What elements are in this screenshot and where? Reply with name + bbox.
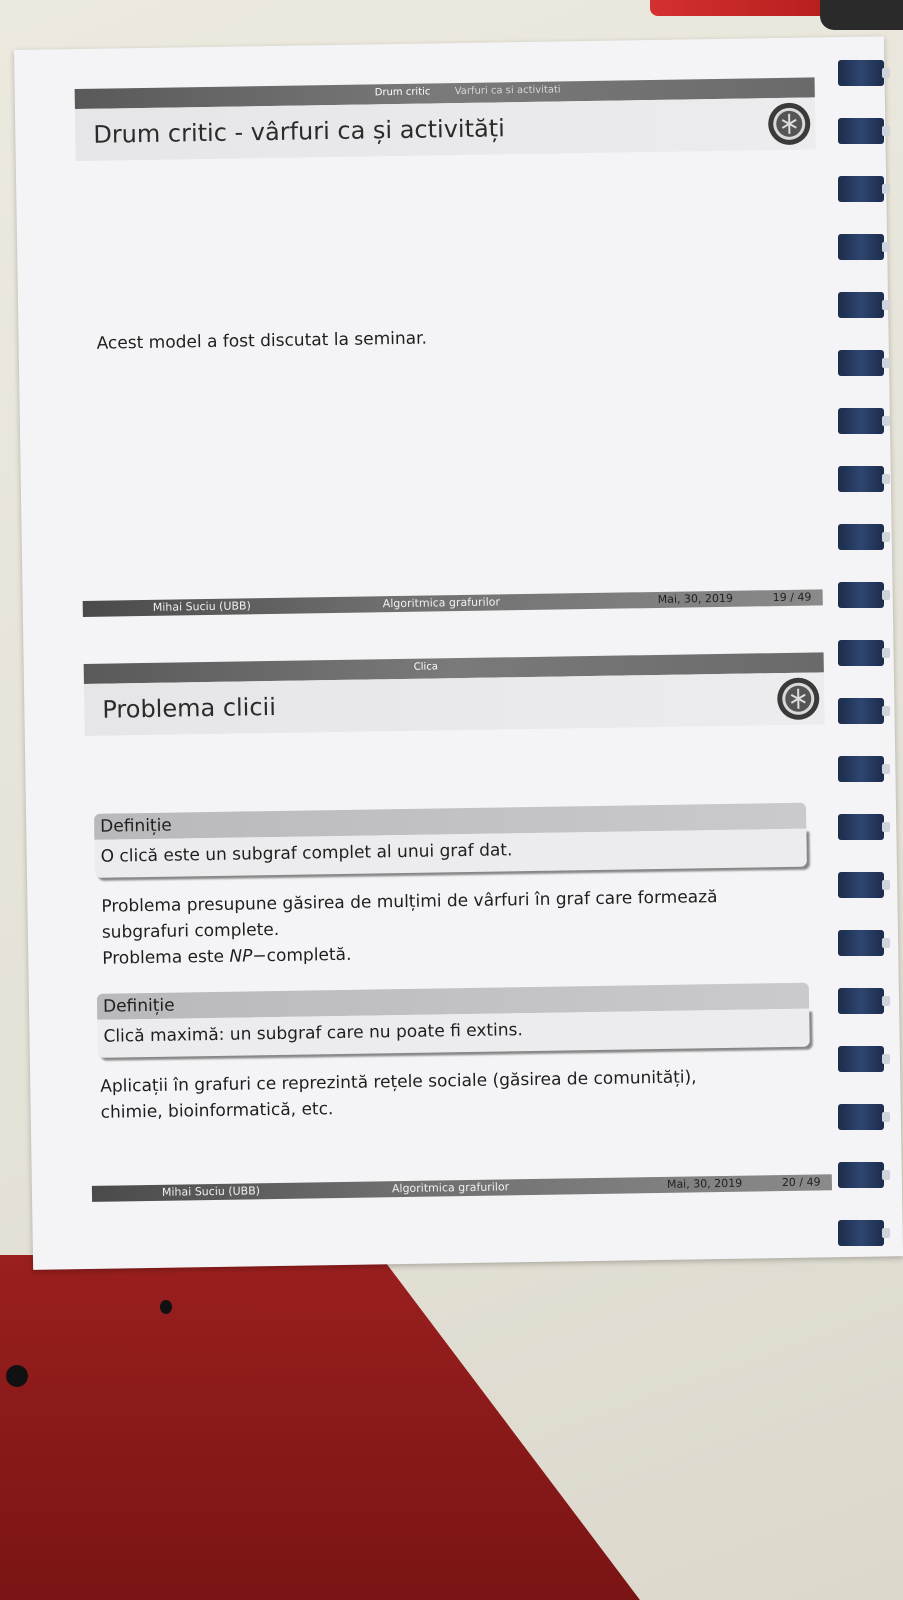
university-seal-logo (776, 676, 821, 721)
binding-ring (838, 698, 884, 724)
paragraph-line: Problema presupune găsirea de mulțimi de vârfuri în graf care formează (101, 887, 718, 917)
printed-page (14, 36, 903, 1270)
binding-ring (838, 234, 884, 260)
footer-page-number: 20 / 49 (781, 1175, 821, 1190)
slide-title: Drum critic - vârfuri ca și activități (93, 114, 505, 149)
np-suffix: −completă. (252, 944, 352, 967)
binding-ring (838, 756, 884, 782)
binding-ring (838, 408, 884, 434)
binding-ring (838, 1046, 884, 1072)
paragraph-applications (100, 1064, 697, 1125)
np-prefix: Problema este (102, 946, 230, 969)
binding-ring (838, 524, 884, 550)
footer-date: Mai, 30, 2019 (666, 1176, 743, 1191)
definition-text: O clică este un subgraf complet al unui graf dat. (94, 829, 807, 878)
footer-author: Mihai Suciu (UBB) (161, 1184, 261, 1199)
nav-section-varfuri: Varfuri ca si activitati (454, 84, 561, 98)
binding-ring (838, 118, 884, 144)
definition-block-clica (94, 803, 807, 878)
slide-title: Problema clicii (102, 692, 277, 724)
slide-19 (75, 77, 823, 617)
binding-ring (838, 1162, 884, 1188)
footer-author: Mihai Suciu (UBB) (152, 599, 251, 614)
definition-heading: Definiție (97, 983, 809, 1020)
footer-page-number: 19 / 49 (772, 590, 812, 605)
paragraph-line: chimie, bioinformatică, etc. (100, 1099, 334, 1123)
definition-heading: Definiție (94, 803, 806, 840)
binding-ring (838, 640, 884, 666)
footer-date: Mai, 30, 2019 (657, 591, 734, 606)
binding-ring (838, 582, 884, 608)
binding-ring (838, 1104, 884, 1130)
binding-ring (838, 292, 884, 318)
pen-cap (820, 0, 903, 30)
paragraph-problem (101, 884, 718, 972)
binding-ring (838, 60, 884, 86)
np-term: NP (229, 946, 253, 967)
university-seal-logo (767, 101, 812, 146)
slide-20 (84, 652, 832, 1202)
folder-hole (6, 1365, 28, 1387)
footer-course: Algoritmica grafurilor (382, 595, 501, 611)
slide-body-text: Acest model a fost discutat la seminar. (96, 328, 428, 354)
binding-ring (838, 988, 884, 1014)
nav-section-drum-critic: Drum critic (374, 86, 431, 99)
binding-ring (838, 1220, 884, 1246)
definition-block-clica-maxima (97, 983, 810, 1058)
binding-ring (838, 872, 884, 898)
definition-text: Clică maximă: un subgraf care nu poate fi extins. (97, 1009, 810, 1058)
paragraph-line: subgrafuri complete. (101, 919, 280, 943)
folder-hole (160, 1300, 172, 1314)
binding-ring (838, 176, 884, 202)
footer-course: Algoritmica grafurilor (391, 1180, 510, 1196)
paragraph-line: Aplicații în grafuri ce reprezintă rețele sociale (găsirea de comunități), (100, 1067, 697, 1097)
binding-ring (838, 930, 884, 956)
binding-ring (838, 814, 884, 840)
red-pen (650, 0, 830, 16)
binding-ring (838, 350, 884, 376)
nav-section-clica: Clica (413, 661, 439, 673)
binding-ring (838, 466, 884, 492)
